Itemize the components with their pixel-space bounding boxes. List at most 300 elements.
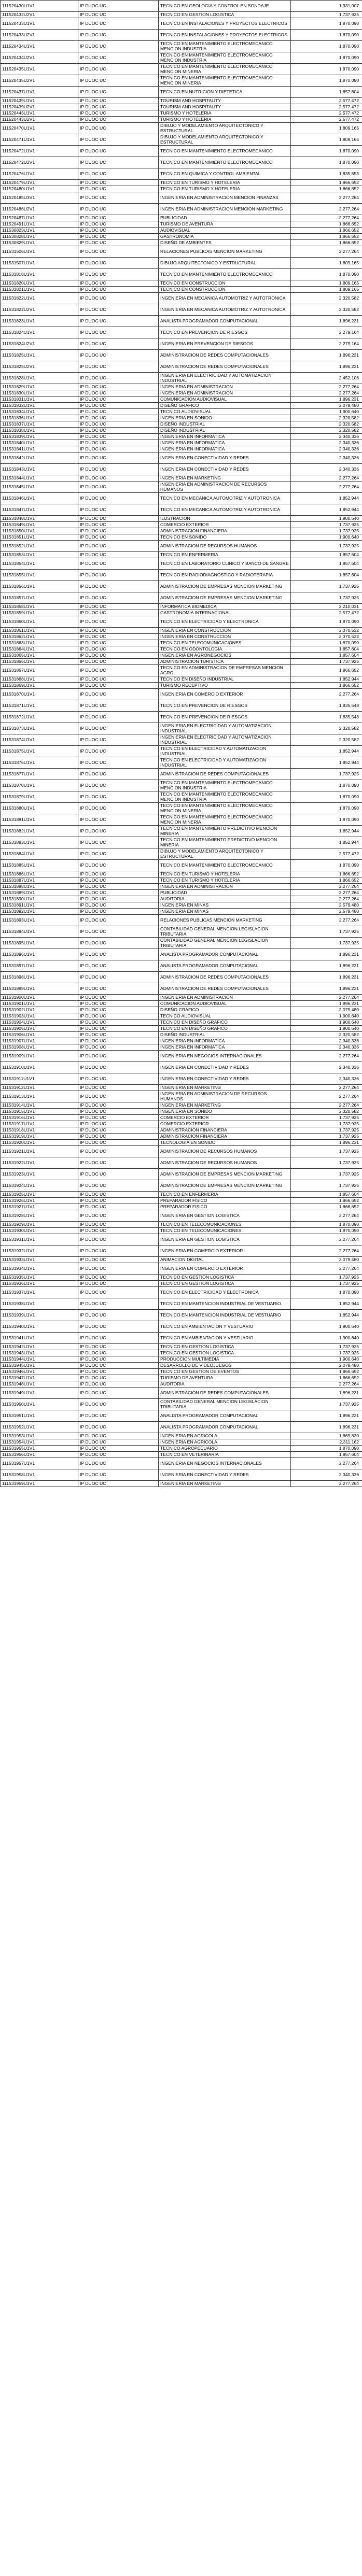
- table-row: [1, 646, 362, 653]
- row-institution: IP DUOC UC: [78, 814, 159, 826]
- row-program: TURISMO Y HOTELERIA: [159, 110, 291, 117]
- table-row: [1, 926, 362, 938]
- row-institution: IP DUOC UC: [78, 689, 159, 700]
- table-row: [1, 534, 362, 541]
- row-code: 111531905U1V1: [1, 1026, 78, 1032]
- row-amount: 1,857,604: [291, 552, 362, 558]
- table-row: [1, 280, 362, 287]
- row-code: 111531832U1V1: [1, 403, 78, 409]
- row-code: 111531898U1V1: [1, 972, 78, 983]
- row-program: COMERCIO EXTERIOR: [159, 522, 291, 528]
- row-program: INGENIERIA EN CONECTIVIDAD Y REDES: [159, 1073, 291, 1085]
- row-code: 111531950U1V1: [1, 1399, 78, 1410]
- row-institution: IP DUOC UC: [78, 581, 159, 592]
- row-amount: 2,340,336: [291, 1073, 362, 1085]
- row-program: DISEÑO GRAFICO: [159, 1007, 291, 1013]
- row-program: TECNICO EN MANTENIMIENTO ELECTROMECANICO MENCION MINERIA: [159, 803, 291, 814]
- row-code: 111520443U1V1: [1, 110, 78, 117]
- row-institution: IP DUOC UC: [78, 665, 159, 676]
- row-code: 111531911U1V1: [1, 1073, 78, 1085]
- row-code: 111531948U1V1: [1, 1381, 78, 1388]
- row-amount: 1,900,640: [291, 1333, 362, 1344]
- table-row: [1, 1051, 362, 1062]
- row-amount: 2,277,264: [291, 1210, 362, 1222]
- row-amount: 2,277,264: [291, 1102, 362, 1109]
- row-amount: 1,737,925: [291, 12, 362, 18]
- row-institution: IP DUOC UC: [78, 791, 159, 803]
- row-code: 111531935U1V1: [1, 1275, 78, 1281]
- row-amount: 2,210,031: [291, 604, 362, 610]
- table-row: [1, 1321, 362, 1333]
- row-program: INGENIERIA EN GESTION LOGISTICA: [159, 1234, 291, 1245]
- row-program: TECNICO EN MECANICA AUTOMOTRIZ Y AUTOTRONICA: [159, 493, 291, 504]
- row-institution: IP DUOC UC: [78, 592, 159, 604]
- row-program: ADMINISTRACION DE REDES COMPUTACIONALES: [159, 983, 291, 995]
- row-amount: 1,900,640: [291, 1013, 362, 1020]
- table-row: [1, 1134, 362, 1140]
- row-program: TECNICO EN MANTENIMIENTO ELECTROMECANICO MENCION MINERIA: [159, 814, 291, 826]
- table-row: [1, 837, 362, 848]
- row-amount: 1,809,165: [291, 287, 362, 293]
- table-row: [1, 1275, 362, 1281]
- row-amount: 1,866,652: [291, 1369, 362, 1375]
- row-amount: 2,277,264: [291, 1245, 362, 1257]
- table-row: [1, 659, 362, 665]
- row-program: AUDITORIA: [159, 1381, 291, 1388]
- table-row: [1, 215, 362, 221]
- row-program: ADMINISTRACION FINANCIERA: [159, 1127, 291, 1134]
- row-program: TECNICO EN DISEÑO GRAFICO: [159, 1020, 291, 1026]
- row-code: 111531933U1V1: [1, 1257, 78, 1263]
- row-institution: IP DUOC UC: [78, 75, 159, 87]
- row-institution: IP DUOC UC: [78, 415, 159, 421]
- row-institution: IP DUOC UC: [78, 117, 159, 123]
- row-amount: 1,737,925: [291, 1344, 362, 1350]
- row-institution: IP DUOC UC: [78, 915, 159, 926]
- table-row: [1, 558, 362, 570]
- table-row: [1, 592, 362, 604]
- row-amount: 2,340,336: [291, 446, 362, 452]
- table-row: [1, 1044, 362, 1051]
- row-program: TECNICO EN MANTENIMIENTO PREDICTIVO MENCION MINERIA: [159, 837, 291, 848]
- row-amount: 1,809,165: [291, 258, 362, 269]
- row-amount: 2,277,264: [291, 204, 362, 215]
- row-institution: IP DUOC UC: [78, 409, 159, 415]
- row-program: INGENIERIA EN ELECTRICIDAD Y AUTOMATIZACION INDUSTRIAL: [159, 723, 291, 734]
- table-row: [1, 1020, 362, 1026]
- table-row: [1, 1356, 362, 1363]
- row-code: 111531841U1V1: [1, 446, 78, 452]
- table-row: [1, 972, 362, 983]
- row-amount: 1,852,944: [291, 757, 362, 769]
- table-row: [1, 1350, 362, 1356]
- row-institution: IP DUOC UC: [78, 960, 159, 972]
- row-institution: IP DUOC UC: [78, 338, 159, 350]
- row-amount: 1,870,090: [291, 803, 362, 814]
- row-institution: IP DUOC UC: [78, 1458, 159, 1469]
- row-amount: 1,809,165: [291, 280, 362, 287]
- table-row: [1, 712, 362, 723]
- row-institution: IP DUOC UC: [78, 361, 159, 373]
- row-amount: 1,896,231: [291, 972, 362, 983]
- row-amount: 1,866,652: [291, 665, 362, 676]
- row-institution: IP DUOC UC: [78, 493, 159, 504]
- row-program: ADMINISTRACION DE EMPRESAS MENCION MARKETING: [159, 592, 291, 604]
- row-code: 111531874U1V1: [1, 734, 78, 746]
- table-row: [1, 757, 362, 769]
- row-program: TECNICO EN ADMINISTRACION DE EMPRESAS MENCION AGRO: [159, 665, 291, 676]
- row-institution: IP DUOC UC: [78, 280, 159, 287]
- row-program: TECNICO EN NUTRICION Y DIETETICA: [159, 87, 291, 98]
- row-code: 111531893U1V1: [1, 915, 78, 926]
- row-amount: 1,737,925: [291, 926, 362, 938]
- row-code: 111531831U1V1: [1, 397, 78, 403]
- row-program: TECNICO EN TELECOMUNICACIONES: [159, 640, 291, 646]
- row-amount: 1,852,944: [291, 1298, 362, 1310]
- row-program: ANALISTA PROGRAMADOR COMPUTACIONAL: [159, 1422, 291, 1433]
- table-row: [1, 1439, 362, 1446]
- row-amount: 2,279,164: [291, 338, 362, 350]
- row-institution: IP DUOC UC: [78, 316, 159, 327]
- row-institution: IP DUOC UC: [78, 1350, 159, 1356]
- row-program: INGENIERIA EN ADMINISTRACION: [159, 884, 291, 890]
- row-program: INGENIERIA EN NEGOCIOS INTERNACIONALES: [159, 1458, 291, 1469]
- row-program: TECNICO EN QUIMICA Y CONTROL AMBIENTAL: [159, 168, 291, 180]
- row-program: TECNICO EN LABORATORIO CLINICO Y BANCO DE SANGRE: [159, 558, 291, 570]
- row-amount: 1,737,925: [291, 581, 362, 592]
- table-row: [1, 814, 362, 826]
- row-code: 111531892U1V1: [1, 909, 78, 915]
- table-row: [1, 938, 362, 949]
- row-program: INGENIERIA EN PREVENCION DE RIESGOS: [159, 338, 291, 350]
- row-code: 111531829U1V1: [1, 384, 78, 390]
- table-row: [1, 746, 362, 757]
- row-program: TECNICO EN MANTENIMIENTO ELECTROMECANICO: [159, 157, 291, 168]
- row-institution: IP DUOC UC: [78, 1433, 159, 1439]
- row-amount: 1,835,548: [291, 700, 362, 712]
- row-code: 111531936U1V1: [1, 1281, 78, 1287]
- row-code: 111531845U1V1: [1, 482, 78, 493]
- row-institution: IP DUOC UC: [78, 221, 159, 228]
- row-code: 111531884U1V1: [1, 848, 78, 860]
- row-amount: 2,577,472: [291, 610, 362, 616]
- row-program: TECNICO EN ELECTRICIDAD Y AUTOMATIZACION INDUSTRIAL: [159, 746, 291, 757]
- table-row: [1, 1146, 362, 1157]
- table-row: [1, 780, 362, 791]
- row-institution: IP DUOC UC: [78, 1439, 159, 1446]
- table-row: [1, 1085, 362, 1091]
- row-code: 111531836U1V1: [1, 415, 78, 421]
- row-code: 111531899U1V1: [1, 983, 78, 995]
- row-institution: IP DUOC UC: [78, 504, 159, 516]
- row-code: 111531830U1V1: [1, 390, 78, 397]
- row-program: TECNICO EN TURISMO Y HOTELERIA: [159, 871, 291, 877]
- row-code: 111531850U1V1: [1, 528, 78, 534]
- row-code: 111531881U1V1: [1, 814, 78, 826]
- table-row: [1, 390, 362, 397]
- table-row: [1, 516, 362, 522]
- row-institution: IP DUOC UC: [78, 246, 159, 258]
- row-code: 111531955U1V1: [1, 1446, 78, 1452]
- row-code: 111531868U1V1: [1, 676, 78, 683]
- row-code: 111531842U1V1: [1, 452, 78, 464]
- row-institution: IP DUOC UC: [78, 757, 159, 769]
- row-program: INGENIERIA EN INFORMATICA: [159, 1044, 291, 1051]
- row-program: INGENIERIA EN MECANICA AUTOMOTRIZ Y AUTOTRONICA: [159, 293, 291, 304]
- row-institution: IP DUOC UC: [78, 1257, 159, 1263]
- row-amount: 2,340,336: [291, 434, 362, 440]
- row-program: TECNICO EN TURISMO Y HOTELERIA: [159, 186, 291, 192]
- row-amount: 1,870,090: [291, 18, 362, 30]
- row-institution: IP DUOC UC: [78, 1007, 159, 1013]
- row-institution: IP DUOC UC: [78, 1109, 159, 1115]
- table-row: [1, 570, 362, 581]
- table-row: [1, 446, 362, 452]
- row-program: TECNICO EN ELECTRICIDAD Y ELECTRONICA: [159, 616, 291, 628]
- row-institution: IP DUOC UC: [78, 1121, 159, 1127]
- row-code: 111531930U1V1: [1, 1228, 78, 1234]
- row-code: 111531877U1V1: [1, 769, 78, 780]
- table-row: [1, 493, 362, 504]
- table-row: [1, 1222, 362, 1228]
- table-row: [1, 848, 362, 860]
- row-code: 111531956U1V1: [1, 1452, 78, 1458]
- row-amount: 2,277,264: [291, 890, 362, 896]
- row-code: 111531843U1V1: [1, 464, 78, 475]
- row-program: INGENIERIA EN INFORMATICA: [159, 440, 291, 446]
- table-row: [1, 1091, 362, 1102]
- table-row: [1, 616, 362, 628]
- row-code: 111531869U1V1: [1, 683, 78, 689]
- row-institution: IP DUOC UC: [78, 1469, 159, 1481]
- table-row: [1, 1062, 362, 1073]
- row-code: 111531847U1V1: [1, 504, 78, 516]
- row-amount: 1,737,925: [291, 938, 362, 949]
- row-code: 111531887U1V1: [1, 877, 78, 884]
- row-code: 111531849U1V1: [1, 522, 78, 528]
- row-amount: 1,900,640: [291, 409, 362, 415]
- row-code: 111531867U1V1: [1, 665, 78, 676]
- row-institution: IP DUOC UC: [78, 269, 159, 280]
- row-code: 111531937U1V1: [1, 1287, 78, 1298]
- row-institution: IP DUOC UC: [78, 1452, 159, 1458]
- row-amount: 1,866,652: [291, 240, 362, 246]
- row-program: AUDITORIA: [159, 896, 291, 902]
- row-institution: IP DUOC UC: [78, 1051, 159, 1062]
- table-row: [1, 361, 362, 373]
- table-row: [1, 1422, 362, 1433]
- table-row: [1, 1109, 362, 1115]
- row-program: TECNICO EN MANTENIMIENTO ELECTROMECANICO: [159, 269, 291, 280]
- row-program: INGENIERIA EN COMERCIO EXTERIOR: [159, 1245, 291, 1257]
- row-program: INGENIERIA EN MARKETING: [159, 1085, 291, 1091]
- row-program: DISEÑO GRAFICO: [159, 403, 291, 409]
- row-code: 111531927U1V1: [1, 1204, 78, 1210]
- table-row: [1, 803, 362, 814]
- table-row: [1, 1157, 362, 1169]
- row-code: 111531848U1V1: [1, 516, 78, 522]
- row-code: 111531958U1V1: [1, 1469, 78, 1481]
- table-row: [1, 826, 362, 837]
- row-code: 111531952U1V1: [1, 1422, 78, 1433]
- row-program: TECNICO AGROPECUARIO: [159, 1446, 291, 1452]
- row-amount: 2,277,264: [291, 1381, 362, 1388]
- row-institution: IP DUOC UC: [78, 646, 159, 653]
- row-amount: 1,896,231: [291, 361, 362, 373]
- row-code: 111531953U1V1: [1, 1433, 78, 1439]
- row-program: TECNICO EN MANTENIMIENTO PREDICTIVO MENCION MINERIA: [159, 826, 291, 837]
- table-row: [1, 1026, 362, 1032]
- row-amount: 2,277,264: [291, 384, 362, 390]
- table-row: [1, 610, 362, 616]
- row-institution: IP DUOC UC: [78, 228, 159, 234]
- row-program: ADMINISTRACION TURISTICA: [159, 659, 291, 665]
- row-program: TOURISM AND HOSPITALITY: [159, 98, 291, 104]
- row-institution: IP DUOC UC: [78, 180, 159, 186]
- row-institution: IP DUOC UC: [78, 1446, 159, 1452]
- table-row: [1, 1399, 362, 1410]
- row-amount: 1,900,640: [291, 534, 362, 541]
- row-code: 111531906U1V1: [1, 1032, 78, 1038]
- table-row: [1, 665, 362, 676]
- row-code: 111520485U3V1: [1, 192, 78, 204]
- table-row: [1, 1180, 362, 1192]
- row-institution: IP DUOC UC: [78, 1115, 159, 1121]
- row-code: 111531939U1V1: [1, 1310, 78, 1321]
- row-amount: 1,852,944: [291, 493, 362, 504]
- row-institution: IP DUOC UC: [78, 87, 159, 98]
- row-institution: IP DUOC UC: [78, 104, 159, 110]
- table-row: [1, 890, 362, 896]
- row-program: TECNICO EN VETERINARIA: [159, 1452, 291, 1458]
- row-amount: 2,340,336: [291, 1062, 362, 1073]
- row-program: TECNICO EN DISEÑO GRAFICO: [159, 1026, 291, 1032]
- row-program: PUBLICIDAD: [159, 215, 291, 221]
- row-institution: IP DUOC UC: [78, 446, 159, 452]
- row-program: ILUSTRACION: [159, 516, 291, 522]
- table-row: [1, 464, 362, 475]
- row-program: TECNICO EN GESTION LOGISTICA: [159, 1344, 291, 1350]
- row-program: TECNICO EN ODONTOLOGIA: [159, 646, 291, 653]
- row-program: INGENIERIA EN SONIDO: [159, 415, 291, 421]
- table-row: [1, 1127, 362, 1134]
- row-institution: IP DUOC UC: [78, 1140, 159, 1146]
- row-amount: 1,737,925: [291, 541, 362, 552]
- row-code: 111531925U1V1: [1, 1192, 78, 1198]
- row-institution: IP DUOC UC: [78, 110, 159, 117]
- row-code: 111531943U1V1: [1, 1350, 78, 1356]
- row-institution: IP DUOC UC: [78, 350, 159, 361]
- row-program: INGENIERIA EN CONSTRUCCION: [159, 634, 291, 640]
- row-program: TECNICO EN PREVENCION DE RIESGOS: [159, 712, 291, 723]
- row-code: 111531851U1V1: [1, 534, 78, 541]
- row-amount: 1,896,231: [291, 949, 362, 960]
- row-institution: IP DUOC UC: [78, 204, 159, 215]
- table-row: [1, 683, 362, 689]
- row-code: 111531864U1V1: [1, 646, 78, 653]
- row-program: DISEÑO INDUSTRIAL: [159, 428, 291, 434]
- table-row: [1, 1375, 362, 1381]
- row-amount: 2,340,336: [291, 464, 362, 475]
- table-row: [1, 1388, 362, 1399]
- row-institution: IP DUOC UC: [78, 983, 159, 995]
- row-institution: IP DUOC UC: [78, 1, 159, 12]
- row-code: 111531895U1V1: [1, 938, 78, 949]
- row-code: 111531908U1V1: [1, 1044, 78, 1051]
- table-row: [1, 168, 362, 180]
- table-row: [1, 304, 362, 316]
- row-amount: 1,852,944: [291, 837, 362, 848]
- row-amount: 1,857,604: [291, 653, 362, 659]
- row-amount: 2,340,336: [291, 1469, 362, 1481]
- row-amount: 1,870,090: [291, 791, 362, 803]
- table-row: [1, 1121, 362, 1127]
- row-code: 111531871U1V1: [1, 700, 78, 712]
- table-row: [1, 350, 362, 361]
- row-program: CONTABILIDAD GENERAL MENCION LEGISLACION TRIBUTARIA: [159, 1399, 291, 1410]
- row-amount: 2,079,480: [291, 1007, 362, 1013]
- row-code: 111531897U1V1: [1, 960, 78, 972]
- row-institution: IP DUOC UC: [78, 397, 159, 403]
- row-amount: 1,737,925: [291, 522, 362, 528]
- row-institution: IP DUOC UC: [78, 860, 159, 871]
- row-code: 111531870U1V1: [1, 689, 78, 700]
- row-code: 111531942U1V1: [1, 1344, 78, 1350]
- row-code: 111530828U1V1: [1, 234, 78, 240]
- row-institution: IP DUOC UC: [78, 926, 159, 938]
- row-code: 111520435U2V1: [1, 75, 78, 87]
- row-code: 111531903U1V1: [1, 1013, 78, 1020]
- table-row: [1, 528, 362, 534]
- row-institution: IP DUOC UC: [78, 1032, 159, 1038]
- row-code: 111531910U1V1: [1, 1062, 78, 1073]
- row-institution: IP DUOC UC: [78, 769, 159, 780]
- table-row: [1, 134, 362, 146]
- row-amount: 1,866,652: [291, 228, 362, 234]
- table-row: [1, 1446, 362, 1452]
- row-program: TECNICO EN MANTENIMIENTO ELECTROMECANICO MENCION INDUSTRIA: [159, 41, 291, 52]
- row-amount: 2,277,264: [291, 1051, 362, 1062]
- row-code: 111531858U1V1: [1, 604, 78, 610]
- row-institution: IP DUOC UC: [78, 168, 159, 180]
- row-program: COMUNICACION AUDIOVISUAL: [159, 397, 291, 403]
- table-row: [1, 995, 362, 1001]
- row-amount: 2,577,472: [291, 117, 362, 123]
- table-row: [1, 1204, 362, 1210]
- row-institution: IP DUOC UC: [78, 482, 159, 493]
- row-program: ADMINISTRACION DE EMPRESAS MENCION MARKETING: [159, 1169, 291, 1180]
- table-row: [1, 700, 362, 712]
- table-row: [1, 428, 362, 434]
- row-institution: IP DUOC UC: [78, 1180, 159, 1192]
- row-amount: 1,852,944: [291, 826, 362, 837]
- row-institution: IP DUOC UC: [78, 421, 159, 428]
- row-amount: 1,870,090: [291, 269, 362, 280]
- row-institution: IP DUOC UC: [78, 949, 159, 960]
- row-institution: IP DUOC UC: [78, 676, 159, 683]
- row-institution: IP DUOC UC: [78, 534, 159, 541]
- row-program: INGENIERIA EN MARKETING: [159, 475, 291, 482]
- row-amount: 1,857,604: [291, 646, 362, 653]
- row-code: 111531915U1V1: [1, 1109, 78, 1115]
- table-row: [1, 123, 362, 134]
- row-amount: 2,370,532: [291, 628, 362, 634]
- row-program: INGENIERIA EN CONECTIVIDAD Y REDES: [159, 464, 291, 475]
- row-code: 111531916U1V1: [1, 1115, 78, 1121]
- table-row: [1, 1234, 362, 1245]
- row-code: 111531889U1V1: [1, 890, 78, 896]
- table-row: [1, 541, 362, 552]
